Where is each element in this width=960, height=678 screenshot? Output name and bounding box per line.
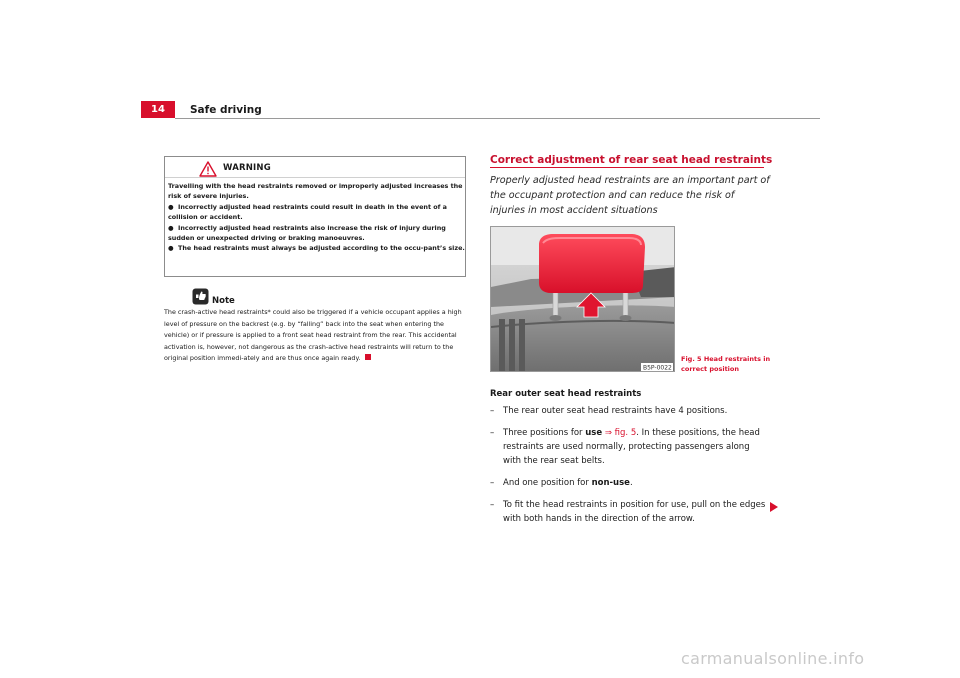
list-item [490, 498, 770, 526]
head-restraint-figure [490, 226, 675, 372]
warning-header [165, 157, 465, 178]
warning-bullet: ● Incorrectly adjusted head restraints also increase the risk of injury during sudden or unexpected driving or braking manoeuvres. [168, 223, 446, 243]
text-run: Three positions for [503, 428, 586, 438]
subheading: Rear outer seat head restraints [490, 389, 642, 399]
note-icon [192, 288, 209, 305]
emphasis: non-use [591, 478, 630, 488]
note-title: Note [212, 296, 235, 306]
warning-box [164, 156, 466, 277]
text-run: And one position for [503, 478, 592, 488]
dash-marker: – [490, 500, 495, 510]
text-run: . [629, 478, 633, 488]
article-intro: Properly adjusted head restraints are an important part of the occupant protection and can reduce the risk of injuries in most accident situations [490, 175, 770, 216]
list-item-text [503, 476, 770, 490]
warning-triangle-icon [199, 161, 217, 177]
warning-bullet: ● Incorrectly adjusted head restraints could result in death in the event of a collision or accident. [168, 202, 447, 222]
reference-arrow: ⇒ [602, 428, 615, 438]
warning-bullet-text: The head restraints must always be adjusted according to the occu-pant’s size. [178, 244, 465, 253]
note-body [164, 307, 466, 365]
watermark: carmanualsonline.info [681, 649, 865, 668]
list-item-text [503, 426, 770, 468]
emphasis: use [585, 428, 603, 438]
header-divider [175, 118, 820, 119]
next-page-arrow-icon [770, 502, 778, 512]
warning-bullet: ● The head restraints must always be adjusted according to the occu-pant’s size. [168, 244, 465, 253]
dash-marker: – [490, 406, 495, 416]
page-number: 14 [141, 101, 175, 118]
article-title-underline [490, 167, 764, 168]
list-item [490, 404, 770, 418]
warning-body [168, 181, 466, 254]
dash-marker: – [490, 428, 495, 438]
list-item-text: The rear outer seat head restraints have 4 positions. [503, 406, 728, 416]
text-run: . In these positions, the head restraints are used normally, protecting passengers along with the rear seat belts. [503, 428, 760, 466]
warning-title: WARNING [223, 163, 271, 173]
note-text: The crash-active head restraints* could also be triggered if a vehicle occupant applies a high level of pressure on the backrest (e.g. by “falling” back into the seat when entering the vehicle) or if pressure is applied to a front seat head restraint from the rear. This accidental activation is, however, not dangerous as the crash-active head restraints will return to the original position immedi-ately and are thus once again ready. [164, 308, 462, 362]
article-title: Correct adjustment of rear seat head restraints [490, 154, 773, 166]
warning-bullet-text: Incorrectly adjusted head restraints could result in death in the event of a collision or accident. [168, 202, 447, 222]
figure-code: B5P-0022 [643, 364, 672, 372]
list-item [490, 476, 770, 490]
instruction-list [490, 404, 770, 534]
list-item [490, 426, 770, 468]
warning-intro: Travelling with the head restraints removed or improperly adjusted increases the risk of severe injuries. [168, 182, 463, 201]
head-restraint-illustration [491, 227, 675, 372]
dash-marker: – [490, 478, 495, 488]
list-item-text: To fit the head restraints in position for use, pull on the edges with both hands in the direction of the arrow. [503, 500, 766, 524]
figure-caption: Fig. 5 Head restraints in correct position [681, 355, 771, 373]
figure-reference-link[interactable]: fig. 5 [614, 428, 637, 438]
end-of-section-marker [365, 354, 371, 360]
warning-bullet-text: Incorrectly adjusted head restraints also increase the risk of injury during sudden or unexpected driving or braking manoeuvres. [168, 223, 446, 243]
section-title: Safe driving [190, 104, 262, 116]
